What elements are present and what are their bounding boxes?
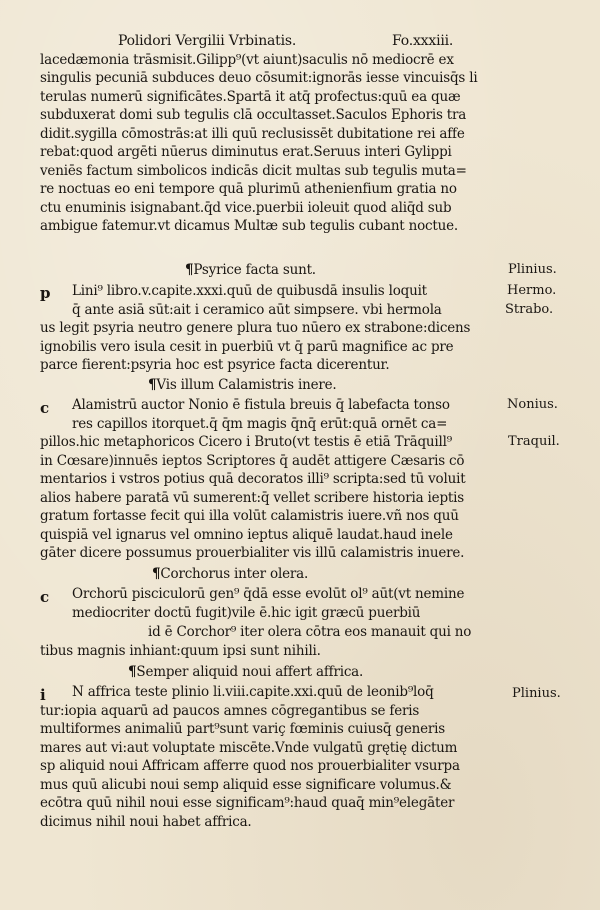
text-line: rebat:quod argēti nūerus diminutus erat.Seruus interi Gylippi (40, 144, 452, 160)
text-line: mentarios i vstros potius quā decoratos illi⁹ scripta:sed tū voluit (40, 471, 466, 487)
text-line: in Cœsare)innuēs ieptos Scriptores q̄ audēt attigere Cæsaris cō (40, 453, 465, 469)
text-line: sp aliquid noui Affricam afferre quod nos prouerbialiter vsurpa (40, 758, 460, 774)
text-line: N affrica teste plinio li.viii.capite.xxi.quū de leonib⁹loq̄ (72, 684, 434, 700)
margin-note: Hermo. (507, 283, 557, 298)
pilcrow-icon: ¶ (185, 262, 194, 278)
text-line: ecōtra quū nihil noui esse significam⁹:haud quaq̄ min⁹elegāter (40, 795, 455, 811)
text-line: quispiā vel ignarus vel omnino ieptus aliquē laudat.haud inele (40, 527, 453, 543)
section-heading (128, 664, 363, 680)
text-line: gratum fortasse fecit qui illa volūt calamistris iuere.vñ nos quū (40, 508, 459, 524)
text-line: gāter dicere possumus prouerbialiter vis illū calamistris inuere. (40, 545, 465, 561)
heading-text: Psyrice facta sunt. (193, 262, 316, 278)
text-line: singulis pecuniā subduces deuo cōsumit:ignorās iesse vincuisq̄s li (40, 70, 478, 86)
heading-text: Vis illum Calamistris inere. (156, 377, 337, 393)
text-line: ignobilis vero isula cesit in puerbiū vt q̄ parū magnifice ac pre (40, 339, 454, 355)
section-heading (185, 262, 316, 278)
guide-letter: i (40, 686, 46, 704)
text-line: mares aut vi:aut voluptate miscēte.Vnde vulgatū grętię dictum (40, 740, 458, 756)
folio-number: Fo.xxxiii. (392, 33, 454, 49)
guide-letter: c (40, 588, 50, 606)
text-line: us legit psyria neutro genere plura tuo nūero ex strabone:dicens (40, 320, 471, 336)
running-title: Polidori Vergilii Vrbinatis. (118, 33, 297, 49)
text-line: subduxerat domi sub tegulis clā occultasset.Saculos Ephoris tra (40, 107, 467, 123)
text-line: ctu enuminis isignabant.q̄d vice.puerbii ioleuit quod aliq̄d sub (40, 200, 452, 216)
section-heading (148, 377, 337, 393)
text-line: multiformes animaliū part⁹sunt variç fœminis cuiusq̄ generis (40, 721, 446, 737)
margin-note: Traquil. (508, 434, 560, 449)
text-line: terulas numerū significātes.Spartā it atq̄ profectus:quū ea quæ (40, 89, 461, 105)
heading-text: Corchorus inter olera. (160, 566, 309, 582)
text-line: ambigue fatemur.vt dicamus Multæ sub tegulis cubant noctue. (40, 218, 459, 234)
text-line: parce fierent:psyria hoc est psyrice facta dicerentur. (40, 357, 390, 373)
text-line: Orchorū pisciculorū gen⁹ q̄dā esse evolūt ol⁹ aūt(vt nemine (72, 586, 465, 602)
text-line: veniēs factum simbolicos indicās dicit multas sub tegulis muta= (40, 163, 467, 179)
text-line: Alamistrū auctor Nonio ē fistula breuis q̄ labefacta tonso (72, 397, 450, 413)
text-line: dicimus nihil noui habet affrica. (40, 814, 252, 830)
margin-note: Nonius. (507, 397, 558, 412)
text-line: didit.sygilla cōmostrās:at illi quū reclusissēt dubitatione rei affe (40, 126, 465, 142)
section-heading (152, 566, 308, 582)
guide-letter: p (40, 284, 51, 302)
heading-text: Semper aliquid noui affert affrica. (136, 664, 364, 680)
pilcrow-icon: ¶ (152, 566, 161, 582)
margin-note: Plinius. (512, 686, 561, 701)
margin-note: Strabo. (505, 302, 554, 317)
text-line: pillos.hic metaphoricos Cicero i Bruto(vt testis ē etiā Trāquill⁹ (40, 434, 452, 450)
text-line: Lini⁹ libro.v.capite.xxxi.quū de quibusdā insulis loquit (72, 283, 427, 299)
text-line: id ē Corchor⁹ iter olera cōtra eos manauit qui no (148, 624, 472, 640)
text-line: res capillos itorquet.q̄ q̄m magis q̄nq̄ erūt:quā ornēt ca= (72, 416, 448, 432)
text-line: q̄ ante asiā sūt:ait i ceramico aūt simpsere. vbi hermola (72, 302, 442, 318)
text-line: lacedæmonia trāsmisit.Gilipp⁹(vt aiunt)saculis nō mediocrē ex (40, 52, 454, 68)
text-line: mus quū alicubi noui semp aliquid esse significare volumus.& (40, 777, 452, 793)
pilcrow-icon: ¶ (128, 664, 137, 680)
text-line: tibus magnis inhiant:quum ipsi sunt nihili. (40, 643, 321, 659)
margin-note: Plinius. (508, 262, 557, 277)
text-line: re noctuas eo eni tempore quā plurimū athenienfium gratia no (40, 181, 457, 197)
pilcrow-icon: ¶ (148, 377, 157, 393)
text-line: alios habere paratā vū sumerent:q̄ vellet scribere historia ieptis (40, 490, 464, 506)
text-line: mediocriter doctū fugit)vile ē.hic igit græcū puerbiū (72, 605, 421, 621)
text-line: tur:iopia aquarū ad paucos amnes cōgregantibus se feris (40, 703, 420, 719)
guide-letter: c (40, 399, 50, 417)
